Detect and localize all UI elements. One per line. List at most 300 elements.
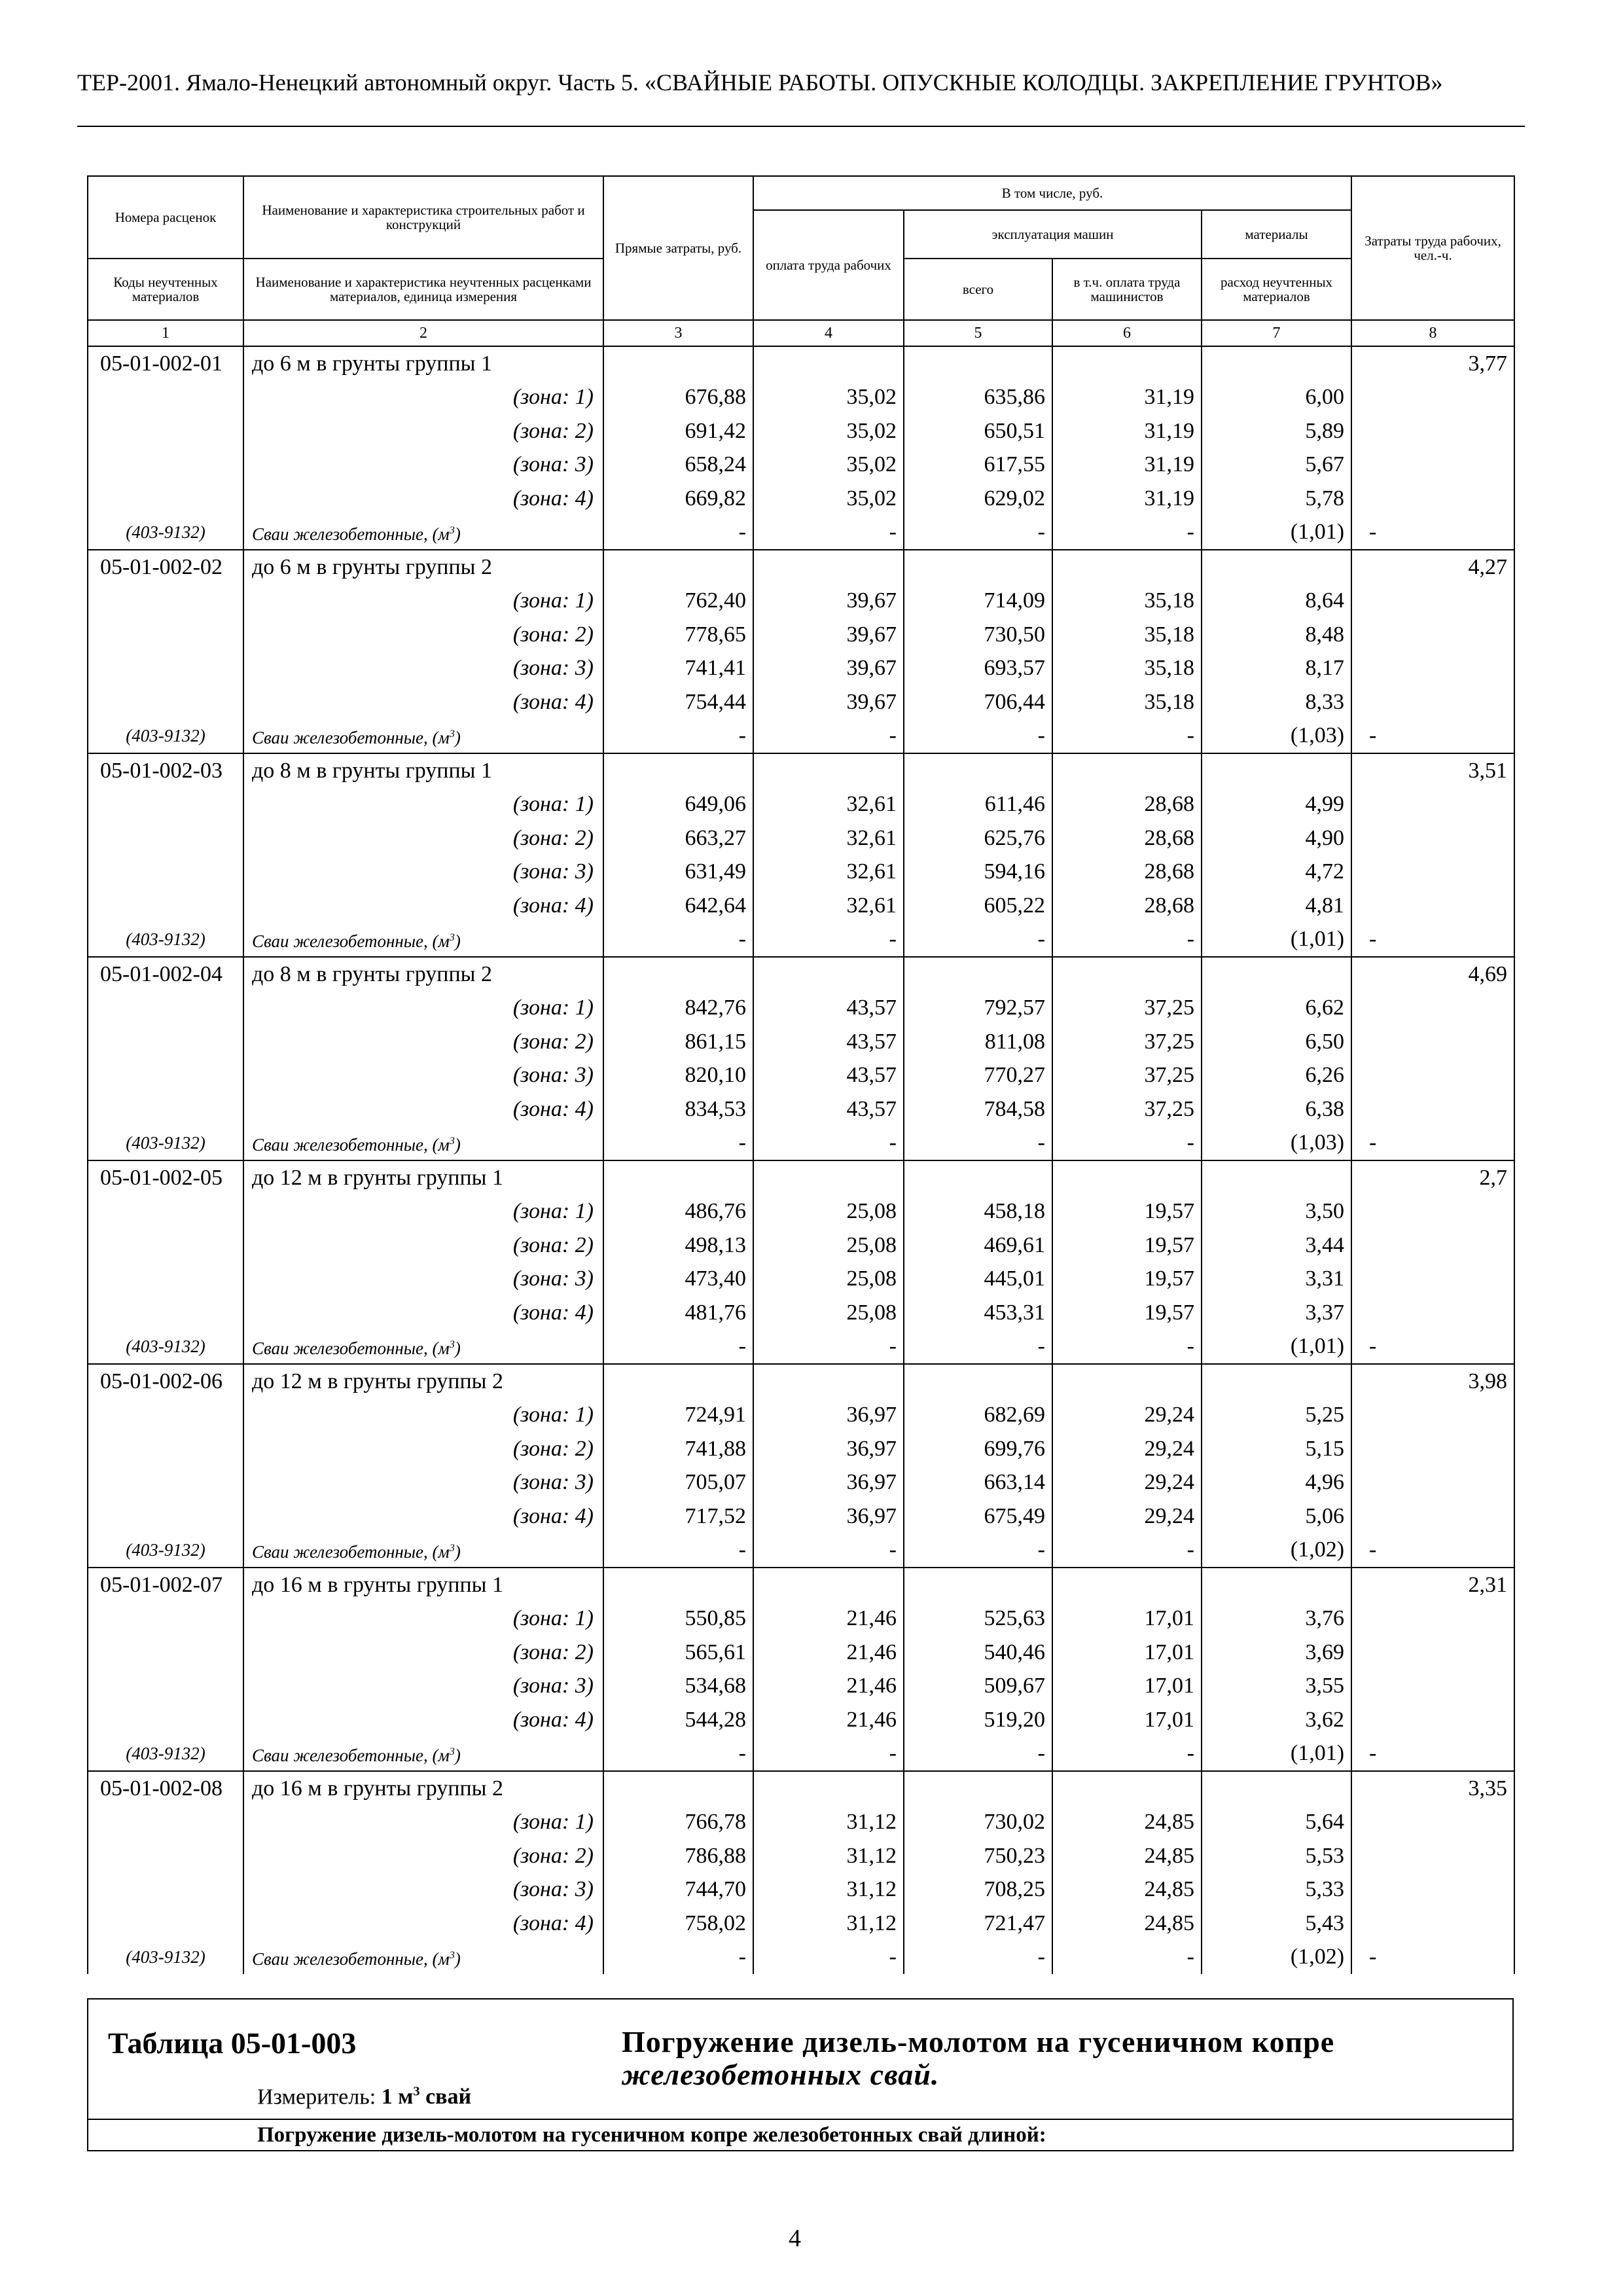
direct-costs-value: 550,85 xyxy=(603,1602,753,1636)
rate-name: до 6 м в грунты группы 2 xyxy=(243,550,603,584)
section-label: Погружение дизель-молотом на гусеничном копре железобетонных свай длиной: xyxy=(257,2123,1046,2147)
material-name xyxy=(243,1534,603,1568)
machinists-pay-value: 35,18 xyxy=(1052,685,1202,719)
materials-value: 3,69 xyxy=(1202,1636,1351,1670)
rate-name: до 8 м в грунты группы 1 xyxy=(243,753,603,788)
empty-cell xyxy=(1351,1602,1514,1636)
workers-pay-value: 21,46 xyxy=(753,1636,904,1670)
zone-label: (зона: 1) xyxy=(243,1399,603,1433)
direct-costs-value: 820,10 xyxy=(603,1059,753,1093)
zone-row xyxy=(88,448,1514,482)
rate-title-row xyxy=(88,1771,1514,1806)
rate-name: до 16 м в грунты группы 2 xyxy=(243,1771,603,1806)
col2-top-header: Наименование и характеристика строительных работ и конструкций xyxy=(243,176,603,259)
machines-total-value: 682,69 xyxy=(904,1399,1052,1433)
material-qty: (1,01) xyxy=(1202,923,1351,958)
zone-row xyxy=(88,1263,1514,1297)
workers-pay-value: 32,61 xyxy=(753,889,904,923)
material-unit-sup: 3 xyxy=(449,524,455,537)
empty-cell xyxy=(88,1092,243,1126)
rate-name: до 8 м в грунты группы 2 xyxy=(243,957,603,992)
materials-value: 5,06 xyxy=(1202,1499,1351,1534)
workers-pay-value: 25,08 xyxy=(753,1229,904,1263)
zone-row xyxy=(88,381,1514,415)
empty-cell xyxy=(88,1602,243,1636)
direct-costs-value: 481,76 xyxy=(603,1296,753,1330)
rate-code: 05-01-002-07 xyxy=(88,1568,243,1602)
workers-pay-value: 31,12 xyxy=(753,1839,904,1873)
zone-row xyxy=(88,1092,1514,1126)
zone-row xyxy=(88,855,1514,889)
empty-cell xyxy=(88,1195,243,1229)
dash-cell: - xyxy=(904,1941,1052,1975)
zone-row xyxy=(88,1466,1514,1500)
materials-value: 5,43 xyxy=(1202,1907,1351,1941)
dash-cell: - xyxy=(1052,1534,1202,1568)
material-unit-sup: 3 xyxy=(449,1542,455,1554)
col1-top-header: Номера расценок xyxy=(88,176,243,259)
dash-cell: - xyxy=(1052,1941,1202,1975)
direct-costs-value: 744,70 xyxy=(603,1873,753,1907)
labor-value: 4,69 xyxy=(1351,957,1514,992)
dash-cell: - xyxy=(1052,923,1202,958)
machinists-pay-value: 24,85 xyxy=(1052,1873,1202,1907)
unaccounted-material-row xyxy=(88,923,1514,958)
zone-label: (зона: 4) xyxy=(243,1092,603,1126)
machines-total-value: 453,31 xyxy=(904,1296,1052,1330)
empty-cell xyxy=(1351,381,1514,415)
materials-value: 3,31 xyxy=(1202,1263,1351,1297)
material-code: (403-9132) xyxy=(88,516,243,550)
empty-cell xyxy=(1351,1839,1514,1873)
page-number: 4 xyxy=(789,2225,801,2252)
materials-header: материалы xyxy=(1202,210,1351,259)
dash-cell: - xyxy=(1052,1126,1202,1161)
zone-label: (зона: 2) xyxy=(243,1025,603,1059)
empty-cell xyxy=(1351,652,1514,686)
machines-total-value: 811,08 xyxy=(904,1025,1052,1059)
empty-cell xyxy=(88,685,243,719)
unaccounted-material-row xyxy=(88,1737,1514,1772)
workers-pay-value: 21,46 xyxy=(753,1670,904,1704)
empty-cell xyxy=(603,550,753,584)
material-name-tail: ) xyxy=(454,1746,461,1766)
workers-pay-value: 36,97 xyxy=(753,1399,904,1433)
material-name-text: Сваи железобетонные, (м xyxy=(252,728,450,748)
empty-cell xyxy=(1052,1160,1202,1195)
col1-bottom-header: Коды неучтенных материалов xyxy=(88,259,243,320)
material-name xyxy=(243,1941,603,1975)
zone-label: (зона: 2) xyxy=(243,618,603,652)
empty-cell xyxy=(1202,1364,1351,1399)
zone-label: (зона: 1) xyxy=(243,1806,603,1840)
direct-costs-value: 544,28 xyxy=(603,1703,753,1737)
rate-name: до 16 м в грунты группы 1 xyxy=(243,1568,603,1602)
dash-cell: - xyxy=(753,516,904,550)
empty-cell xyxy=(603,1771,753,1806)
zone-label: (зона: 1) xyxy=(243,788,603,822)
empty-cell xyxy=(1351,584,1514,619)
empty-cell xyxy=(753,753,904,788)
zone-label: (зона: 1) xyxy=(243,381,603,415)
workers-pay-value: 43,57 xyxy=(753,992,904,1026)
materials-value: 3,50 xyxy=(1202,1195,1351,1229)
empty-cell xyxy=(753,346,904,381)
empty-cell xyxy=(753,550,904,584)
empty-cell xyxy=(1052,1771,1202,1806)
empty-cell xyxy=(1202,753,1351,788)
zone-label: (зона: 3) xyxy=(243,1263,603,1297)
direct-costs-value: 786,88 xyxy=(603,1839,753,1873)
dash-cell: - xyxy=(603,1330,753,1365)
materials-value: 4,99 xyxy=(1202,788,1351,822)
machines-total-value: 469,61 xyxy=(904,1229,1052,1263)
document-header: ТЕР-2001. Ямало-Ненецкий автономный округ. Часть 5. «СВАЙНЫЕ РАБОТЫ. ОПУСКНЫЕ КОЛОДЦЫ. ЗАКРЕПЛЕНИЕ ГРУНТОВ» xyxy=(77,69,1443,96)
zone-row xyxy=(88,1703,1514,1737)
zone-row xyxy=(88,1195,1514,1229)
machinists-pay-value: 19,57 xyxy=(1052,1229,1202,1263)
machines-total-value: 594,16 xyxy=(904,855,1052,889)
workers-pay-value: 35,02 xyxy=(753,414,904,448)
zone-label: (зона: 2) xyxy=(243,821,603,855)
empty-cell xyxy=(1052,346,1202,381)
material-name-tail: ) xyxy=(454,1542,461,1562)
empty-cell xyxy=(1351,618,1514,652)
zone-row xyxy=(88,1025,1514,1059)
workers-pay-value: 43,57 xyxy=(753,1092,904,1126)
unaccounted-material-row xyxy=(88,1126,1514,1161)
machines-total-value: 509,67 xyxy=(904,1670,1052,1704)
materials-value: 5,64 xyxy=(1202,1806,1351,1840)
empty-cell xyxy=(88,855,243,889)
workers-pay-value: 31,12 xyxy=(753,1873,904,1907)
workers-pay-value: 31,12 xyxy=(753,1806,904,1840)
workers-pay-header: оплата труда рабочих xyxy=(753,210,904,320)
dash-cell: - xyxy=(603,719,753,754)
materials-value: 4,96 xyxy=(1202,1466,1351,1500)
machines-total-value: 625,76 xyxy=(904,821,1052,855)
machinists-pay-value: 19,57 xyxy=(1052,1296,1202,1330)
empty-cell xyxy=(753,1160,904,1195)
rate-title-row xyxy=(88,1568,1514,1602)
materials-value: 6,26 xyxy=(1202,1059,1351,1093)
measure-tail: свай xyxy=(425,2085,472,2109)
rate-title-row xyxy=(88,1160,1514,1195)
empty-cell xyxy=(1351,1263,1514,1297)
workers-pay-value: 32,61 xyxy=(753,855,904,889)
zone-label: (зона: 3) xyxy=(243,855,603,889)
workers-pay-value: 25,08 xyxy=(753,1195,904,1229)
zone-label: (зона: 1) xyxy=(243,584,603,619)
machinists-pay-value: 17,01 xyxy=(1052,1670,1202,1704)
workers-pay-value: 35,02 xyxy=(753,448,904,482)
empty-cell xyxy=(1351,1195,1514,1229)
rate-code: 05-01-002-03 xyxy=(88,753,243,788)
empty-cell xyxy=(1351,1229,1514,1263)
machinists-pay-value: 31,19 xyxy=(1052,381,1202,415)
empty-cell xyxy=(1202,1160,1351,1195)
material-code: (403-9132) xyxy=(88,719,243,754)
workers-pay-value: 43,57 xyxy=(753,1025,904,1059)
empty-cell xyxy=(603,957,753,992)
machines-total-value: 750,23 xyxy=(904,1839,1052,1873)
zone-row xyxy=(88,652,1514,686)
direct-costs-value: 741,41 xyxy=(603,652,753,686)
labor-value: 2,31 xyxy=(1351,1568,1514,1602)
empty-cell xyxy=(88,414,243,448)
zone-label: (зона: 1) xyxy=(243,1602,603,1636)
zone-row xyxy=(88,992,1514,1026)
direct-costs-value: 766,78 xyxy=(603,1806,753,1840)
empty-cell xyxy=(904,1568,1052,1602)
material-name xyxy=(243,1126,603,1161)
machinists-pay-value: 17,01 xyxy=(1052,1602,1202,1636)
machines-total-value: 708,25 xyxy=(904,1873,1052,1907)
machines-total-value: 445,01 xyxy=(904,1263,1052,1297)
machinists-pay-value: 35,18 xyxy=(1052,652,1202,686)
column-number: 8 xyxy=(1351,320,1514,346)
machinists-pay-value: 28,68 xyxy=(1052,855,1202,889)
table-body xyxy=(88,346,1514,1974)
materials-value: 6,00 xyxy=(1202,381,1351,415)
empty-cell xyxy=(1202,957,1351,992)
material-code: (403-9132) xyxy=(88,1737,243,1772)
header-rule xyxy=(77,126,1525,127)
labor-value: 4,27 xyxy=(1351,550,1514,584)
empty-cell xyxy=(1351,992,1514,1026)
material-unit-sup: 3 xyxy=(449,1135,455,1147)
workers-pay-value: 36,97 xyxy=(753,1466,904,1500)
zone-row xyxy=(88,1602,1514,1636)
zone-row xyxy=(88,889,1514,923)
direct-costs-value: 762,40 xyxy=(603,584,753,619)
machines-total-header: всего xyxy=(904,259,1052,320)
material-name-text: Сваи железобетонные, (м xyxy=(252,1542,450,1562)
dash-cell: - xyxy=(1351,516,1514,550)
empty-cell xyxy=(1351,1873,1514,1907)
dash-cell: - xyxy=(603,1126,753,1161)
including-header: В том числе, руб. xyxy=(753,176,1351,210)
empty-cell xyxy=(904,346,1052,381)
material-name xyxy=(243,719,603,754)
zone-label: (зона: 4) xyxy=(243,1703,603,1737)
column-number: 5 xyxy=(904,320,1052,346)
measure-unit xyxy=(257,2085,471,2109)
next-table-title xyxy=(622,2026,1499,2091)
zone-label: (зона: 3) xyxy=(243,1466,603,1500)
machinists-pay-value: 29,24 xyxy=(1052,1499,1202,1534)
empty-cell xyxy=(88,1636,243,1670)
next-table-number: Таблица 05-01-003 xyxy=(108,2026,357,2060)
materials-value: 8,17 xyxy=(1202,652,1351,686)
rates-table-frame xyxy=(87,175,1514,1974)
dash-cell: - xyxy=(1351,1534,1514,1568)
column-number: 3 xyxy=(603,320,753,346)
workers-pay-value: 39,67 xyxy=(753,652,904,686)
dash-cell: - xyxy=(904,516,1052,550)
material-name-text: Сваи железобетонные, (м xyxy=(252,1746,450,1766)
empty-cell xyxy=(88,1670,243,1704)
material-code: (403-9132) xyxy=(88,1941,243,1975)
empty-cell xyxy=(1351,1670,1514,1704)
workers-pay-value: 35,02 xyxy=(753,482,904,516)
col2-bottom-header: Наименование и характеристика неучтенных расценками материалов, единица измерения xyxy=(243,259,603,320)
rate-code: 05-01-002-04 xyxy=(88,957,243,992)
empty-cell xyxy=(904,753,1052,788)
dash-cell: - xyxy=(1052,719,1202,754)
column-number: 6 xyxy=(1052,320,1202,346)
zone-label: (зона: 4) xyxy=(243,1499,603,1534)
machines-total-value: 714,09 xyxy=(904,584,1052,619)
empty-cell xyxy=(1052,1364,1202,1399)
direct-costs-value: 834,53 xyxy=(603,1092,753,1126)
materials-value: 5,78 xyxy=(1202,482,1351,516)
direct-costs-value: 534,68 xyxy=(603,1670,753,1704)
material-qty: (1,01) xyxy=(1202,1330,1351,1365)
machines-total-value: 784,58 xyxy=(904,1092,1052,1126)
empty-cell xyxy=(1351,1296,1514,1330)
zone-row xyxy=(88,1907,1514,1941)
column-number: 7 xyxy=(1202,320,1351,346)
dash-cell: - xyxy=(753,1330,904,1365)
empty-cell xyxy=(88,1399,243,1433)
material-name-tail: ) xyxy=(454,524,461,545)
direct-costs-value: 705,07 xyxy=(603,1466,753,1500)
section-label-box xyxy=(87,2119,1514,2151)
labor-value: 3,77 xyxy=(1351,346,1514,381)
direct-costs-value: 486,76 xyxy=(603,1195,753,1229)
rate-title-row xyxy=(88,753,1514,788)
machinists-pay-value: 37,25 xyxy=(1052,1025,1202,1059)
machinists-pay-value: 31,19 xyxy=(1052,482,1202,516)
zone-row xyxy=(88,1399,1514,1433)
dash-cell: - xyxy=(1351,1737,1514,1772)
zone-row xyxy=(88,1499,1514,1534)
material-name-text: Сваи железобетонные, (м xyxy=(252,931,450,952)
empty-cell xyxy=(1351,1806,1514,1840)
zone-row xyxy=(88,482,1514,516)
direct-costs-value: 473,40 xyxy=(603,1263,753,1297)
workers-pay-value: 25,08 xyxy=(753,1296,904,1330)
empty-cell xyxy=(88,1059,243,1093)
zone-label: (зона: 4) xyxy=(243,685,603,719)
materials-value: 8,33 xyxy=(1202,685,1351,719)
empty-cell xyxy=(88,448,243,482)
material-qty: (1,03) xyxy=(1202,719,1351,754)
zone-row xyxy=(88,788,1514,822)
zone-label: (зона: 2) xyxy=(243,1839,603,1873)
direct-costs-value: 663,27 xyxy=(603,821,753,855)
material-code: (403-9132) xyxy=(88,1534,243,1568)
empty-cell xyxy=(1351,855,1514,889)
rate-name: до 12 м в грунты группы 2 xyxy=(243,1364,603,1399)
workers-pay-value: 32,61 xyxy=(753,821,904,855)
material-name-tail: ) xyxy=(454,1949,461,1969)
machinists-pay-value: 17,01 xyxy=(1052,1703,1202,1737)
zone-label: (зона: 2) xyxy=(243,1229,603,1263)
material-name-text: Сваи железобетонные, (м xyxy=(252,1135,450,1155)
workers-pay-value: 43,57 xyxy=(753,1059,904,1093)
unaccounted-material-row xyxy=(88,516,1514,550)
zone-row xyxy=(88,1670,1514,1704)
zone-label: (зона: 3) xyxy=(243,448,603,482)
materials-value: 5,89 xyxy=(1202,414,1351,448)
direct-costs-value: 778,65 xyxy=(603,618,753,652)
machines-total-value: 617,55 xyxy=(904,448,1052,482)
empty-cell xyxy=(88,1263,243,1297)
empty-cell xyxy=(88,1839,243,1873)
dash-cell: - xyxy=(904,1330,1052,1365)
machinists-pay-value: 31,19 xyxy=(1052,414,1202,448)
empty-cell xyxy=(88,1873,243,1907)
materials-value: 6,38 xyxy=(1202,1092,1351,1126)
material-name-tail: ) xyxy=(454,1338,461,1359)
material-name xyxy=(243,1737,603,1772)
machinists-pay-value: 28,68 xyxy=(1052,788,1202,822)
rate-title-row xyxy=(88,346,1514,381)
zone-label: (зона: 1) xyxy=(243,1195,603,1229)
column-number: 2 xyxy=(243,320,603,346)
empty-cell xyxy=(1351,1432,1514,1466)
direct-costs-value: 691,42 xyxy=(603,414,753,448)
machinists-pay-value: 24,85 xyxy=(1052,1839,1202,1873)
rate-title-row xyxy=(88,550,1514,584)
machines-header: эксплуатация машин xyxy=(904,210,1202,259)
materials-value: 6,50 xyxy=(1202,1025,1351,1059)
zone-label: (зона: 1) xyxy=(243,992,603,1026)
machines-total-value: 519,20 xyxy=(904,1703,1052,1737)
empty-cell xyxy=(88,788,243,822)
machines-total-value: 675,49 xyxy=(904,1499,1052,1534)
machines-total-value: 605,22 xyxy=(904,889,1052,923)
empty-cell xyxy=(753,1364,904,1399)
dash-cell: - xyxy=(1351,1941,1514,1975)
rate-name: до 6 м в грунты группы 1 xyxy=(243,346,603,381)
empty-cell xyxy=(88,889,243,923)
column-number-row xyxy=(88,320,1514,346)
dash-cell: - xyxy=(1052,1737,1202,1772)
direct-costs-header: Прямые затраты, руб. xyxy=(603,176,753,320)
empty-cell xyxy=(1351,889,1514,923)
labor-value: 3,98 xyxy=(1351,1364,1514,1399)
empty-cell xyxy=(88,1432,243,1466)
empty-cell xyxy=(1351,482,1514,516)
material-code: (403-9132) xyxy=(88,923,243,958)
empty-cell xyxy=(904,1364,1052,1399)
empty-cell xyxy=(1351,821,1514,855)
empty-cell xyxy=(753,957,904,992)
rates-table xyxy=(87,175,1515,1974)
unaccounted-material-row xyxy=(88,1330,1514,1365)
next-table-title-line1: Погружение дизель-молотом на гусеничном копре xyxy=(622,2025,1335,2058)
direct-costs-value: 669,82 xyxy=(603,482,753,516)
dash-cell: - xyxy=(1351,1330,1514,1365)
unaccounted-material-row xyxy=(88,1534,1514,1568)
workers-pay-value: 39,67 xyxy=(753,584,904,619)
measure-value: 1 м xyxy=(381,2085,414,2109)
machines-total-value: 525,63 xyxy=(904,1602,1052,1636)
materials-value: 5,67 xyxy=(1202,448,1351,482)
machinists-pay-value: 24,85 xyxy=(1052,1806,1202,1840)
empty-cell xyxy=(1351,1703,1514,1737)
materials-value: 8,64 xyxy=(1202,584,1351,619)
unaccounted-material-row xyxy=(88,719,1514,754)
zone-label: (зона: 3) xyxy=(243,652,603,686)
material-name xyxy=(243,516,603,550)
workers-pay-value: 36,97 xyxy=(753,1499,904,1534)
dash-cell: - xyxy=(753,1126,904,1161)
workers-pay-value: 31,12 xyxy=(753,1907,904,1941)
